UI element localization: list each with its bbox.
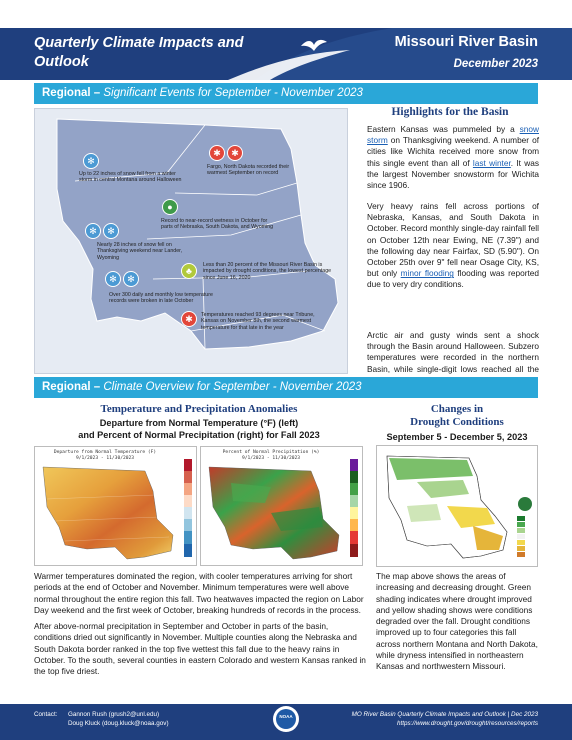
text-run: Very heavy rains fell across portions of Nebraska, Kansas, and South Dakota in October. Record monthly single-day rainfall fell on October 12th near Ewing, NE (7.39") and the following day near Fairfax, SD (5.90"). On October 25th over 9" fell near Osage City, KS, but only [367,201,539,279]
significant-events-map [34,108,348,374]
precipitation-percent-map [200,446,363,566]
contact-kluck[interactable]: Doug Kluck (doug.kluck@noaa.gov) [68,720,169,727]
drought-center-logo-icon [518,497,532,511]
precipitation-summary: After above-normal precipitation in September and October in parts of the basin, conditions dried out significantly in November. Multiple counties along the Nebraska and South Dakota border ranked in the top five wettest this fall due to the heavy rains in October. To the south, several counties in eastern Colorado and western Kansas ranked in the top five driest. [34,621,366,677]
noaa-logo-icon [273,706,299,732]
highlights-paragraph-2 [367,201,539,291]
basin-title: Missouri River Basin [394,34,538,50]
anomalies-title: Temperature and Precipitation Anomalies [100,403,298,415]
highlights-paragraph-1 [367,124,539,191]
drought-description: The map above shows the areas of increasing and decreasing drought. Green shading indicates where drought improved and yellow shading shows were conditions degraded over the fall. Drought conditions improved up to four categories this fall across northern Montana and North Dakota, while dryness intensified in northeastern Kansas and northwestern Missouri. [376,571,538,672]
event-text: Up to 22 inches of snow fell from a winter storm in central Montana around Halloween [79,171,182,184]
thermometer-hot-icon: ✱ [181,311,197,327]
basin-map-shape [35,109,347,373]
snowflake-icon: ✻ [103,223,119,239]
contact-label: Contact: [34,711,58,718]
report-date: December 2023 [453,58,538,70]
text-run: flooding was reported due to very dry conditions. [367,268,539,290]
snow-storm-link[interactable]: snow storm [367,124,539,146]
footer [0,704,572,740]
event-text: Nearly 28 inches of snow fell on Thanksgiving weekend near Lander, Wyoming [97,242,183,261]
section-subtitle: Significant Events for September - November 2023 [103,87,363,99]
temperature-departure-map [34,446,197,566]
temperature-map-shape [35,447,198,567]
highlights-paragraph-3: Arctic air and gusty winds sent a shock through the Basin around Halloween. Subzero temperatures were recorded in the northern Basin, while single-digit lows reached all the [367,330,539,374]
map-dates: 9/1/2023 - 11/30/2023 [75,456,135,461]
map-title: Percent of Normal Precipitation (%) [222,450,320,455]
temperature-summary: Warmer temperatures dominated the region, with cooler temperatures arriving for short periods at the end of October and November. Minimum temperatures were well above normal throughout the entire region this fall. Two heatwaves impacted the region on Labor Day weekend and the first week of October, breaking hundreds of records in the process. [34,571,364,615]
event-text: Record to near-record wetness in October for parts of Nebraska, South Dakota, and Wyoming [161,218,274,231]
temperature-legend [184,459,192,557]
report-title: Quarterly Climate Impacts and Outlook [34,35,244,70]
event-text: Over 300 daily and monthly low temperature records were broken in late October [109,292,213,305]
event-text: Fargo, North Dakota recorded their warmest September on record [207,164,290,177]
noaa-logo-inner [276,709,296,729]
text-run: . It was the largest November snowstorm for Wichita since 1906. [367,157,540,191]
thermometer-hot-icon: ✱ [227,145,243,161]
anomalies-subtitle [34,418,364,441]
highlights-title: Highlights for the Basin [391,106,509,118]
drought-change-map [376,445,538,567]
precipitation-map-shape [201,447,364,567]
map-title: Departure from Normal Temperature (F) [53,450,157,455]
event-text: Temperatures reached 93 degrees near Tribune, Kansas on November 8th, the second warmest temperature for that late in the year [201,312,315,331]
drought-dates: September 5 - December 5, 2023 [386,432,528,442]
map-dates: 9/1/2023 - 11/30/2023 [241,456,301,461]
snowflake-icon: ✻ [123,271,139,287]
precipitation-legend [350,459,358,557]
drought-map-shape [377,446,539,568]
snowflake-icon: ✻ [83,153,99,169]
section-label: Regional – [42,381,101,393]
footer-report-url[interactable]: https://www.drought.gov/drought/resources/reports [396,720,538,727]
header-banner [0,28,572,80]
last-winter-link[interactable]: last winter [472,157,511,168]
raindrop-icon: ● [162,199,178,215]
thermometer-hot-icon: ✱ [209,145,225,161]
minor-flooding-link[interactable]: minor flooding [400,268,454,279]
section-label: Regional – [42,87,101,99]
anomalies-subtitle-line-2: and Percent of Normal Precipitation (right) for Fall 2023 [78,429,320,440]
snowflake-icon: ✻ [85,223,101,239]
drought-title-line-2: Drought Conditions [410,415,504,428]
bird-logo-icon [300,36,328,54]
event-text: Less than 20 percent of the Missouri River Basin is impacted by drought conditions, the lowest percentage since June 16, 2020 [203,262,332,281]
footer-report-name: MO River Basin Quarterly Climate Impacts and Outlook | Dec 2023 [351,711,538,718]
anomalies-subtitle-line-1: Departure from Normal Temperature (°F) (left) [99,418,299,428]
drought-title-line-1: Changes in [430,403,484,415]
text-run: on Thanksgiving weekend. A number of cities like Wichita received more snow from this single event than all of [367,135,539,168]
drought-title [376,403,538,428]
snowflake-icon: ✻ [105,271,121,287]
drought-plant-icon: ♣ [181,263,197,279]
noaa-logo-text: NOAA [279,714,293,719]
section-bar-significant-events [34,83,538,104]
section-bar-climate-overview [34,377,538,398]
text-run: Eastern Kansas was pummeled by a [367,124,520,134]
contact-rush[interactable]: Gannon Rush (grush2@unl.edu) [68,711,160,718]
section-subtitle: Climate Overview for September - November 2023 [103,381,362,393]
